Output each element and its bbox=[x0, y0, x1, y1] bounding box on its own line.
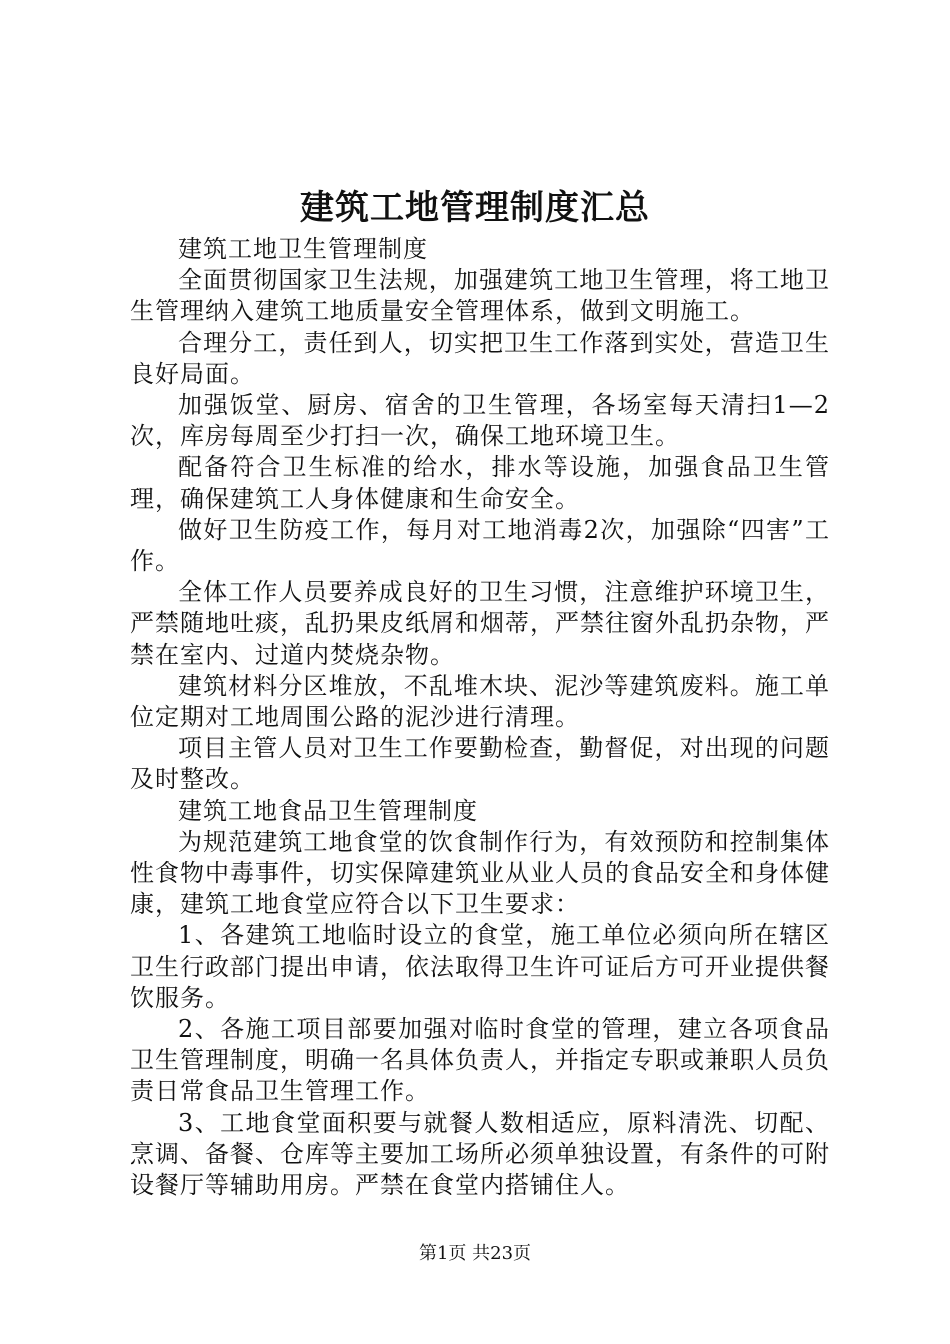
numbered-item: 1、各建筑工地临时设立的食堂，施工单位必须向所在辖区卫生行政部门提出申请，依法取得卫生许可证后方可开业提供餐饮服务。 bbox=[130, 921, 830, 1012]
section-heading-food: 建筑工地食品卫生管理制度 bbox=[178, 796, 478, 825]
document-title: 建筑工地管理制度汇总 bbox=[300, 188, 650, 228]
numbered-item: 3、工地食堂面积要与就餐人数相适应，原料清洗、切配、烹调、备餐、仓库等主要加工场所必须单独设置，有条件的可附设餐厅等辅助用房。严禁在食堂内搭铺住人。 bbox=[130, 1108, 830, 1200]
paragraph: 合理分工，责任到人，切实把卫生工作落到实处，营造卫生良好局面。 bbox=[130, 328, 830, 388]
paragraph: 项目主管人员对卫生工作要勤检查，勤督促，对出现的问题及时整改。 bbox=[130, 734, 830, 794]
paragraph: 为规范建筑工地食堂的饮食制作行为，有效预防和控制集体性食物中毒事件，切实保障建筑业从业人员的食品安全和身体健康，建筑工地食堂应符合以下卫生要求： bbox=[130, 827, 830, 919]
document-body bbox=[130, 234, 830, 1201]
numbered-item: 2、各施工项目部要加强对临时食堂的管理，建立各项食品卫生管理制度，明确一名具体负责人，并指定专职或兼职人员负责日常食品卫生管理工作。 bbox=[130, 1015, 830, 1106]
section-heading-hygiene: 建筑工地卫生管理制度 bbox=[178, 235, 428, 263]
paragraph: 全体工作人员要养成良好的卫生习惯，注意维护环境卫生，严禁随地吐痰，乱扔果皮纸屑和烟蒂，严禁往窗外乱扔杂物，严禁在室内、过道内焚烧杂物。 bbox=[130, 578, 830, 669]
paragraph: 全面贯彻国家卫生法规，加强建筑工地卫生管理，将工地卫生管理纳入建筑工地质量安全管理体系，做到文明施工。 bbox=[130, 266, 830, 326]
paragraph: 配备符合卫生标准的给水，排水等设施，加强食品卫生管理，确保建筑工人身体健康和生命安全。 bbox=[130, 453, 830, 513]
paragraph: 做好卫生防疫工作，每月对工地消毒2次，加强除“四害”工作。 bbox=[130, 515, 830, 576]
page-footer: 第1页 共23页 bbox=[418, 1243, 532, 1264]
paragraph: 建筑材料分区堆放，不乱堆木块、泥沙等建筑废料。施工单位定期对工地周围公路的泥沙进行清理。 bbox=[130, 671, 830, 732]
paragraph: 加强饭堂、厨房、宿舍的卫生管理，各场室每天清扫1—2次，库房每周至少打扫一次，确保工地环境卫生。 bbox=[130, 391, 830, 451]
